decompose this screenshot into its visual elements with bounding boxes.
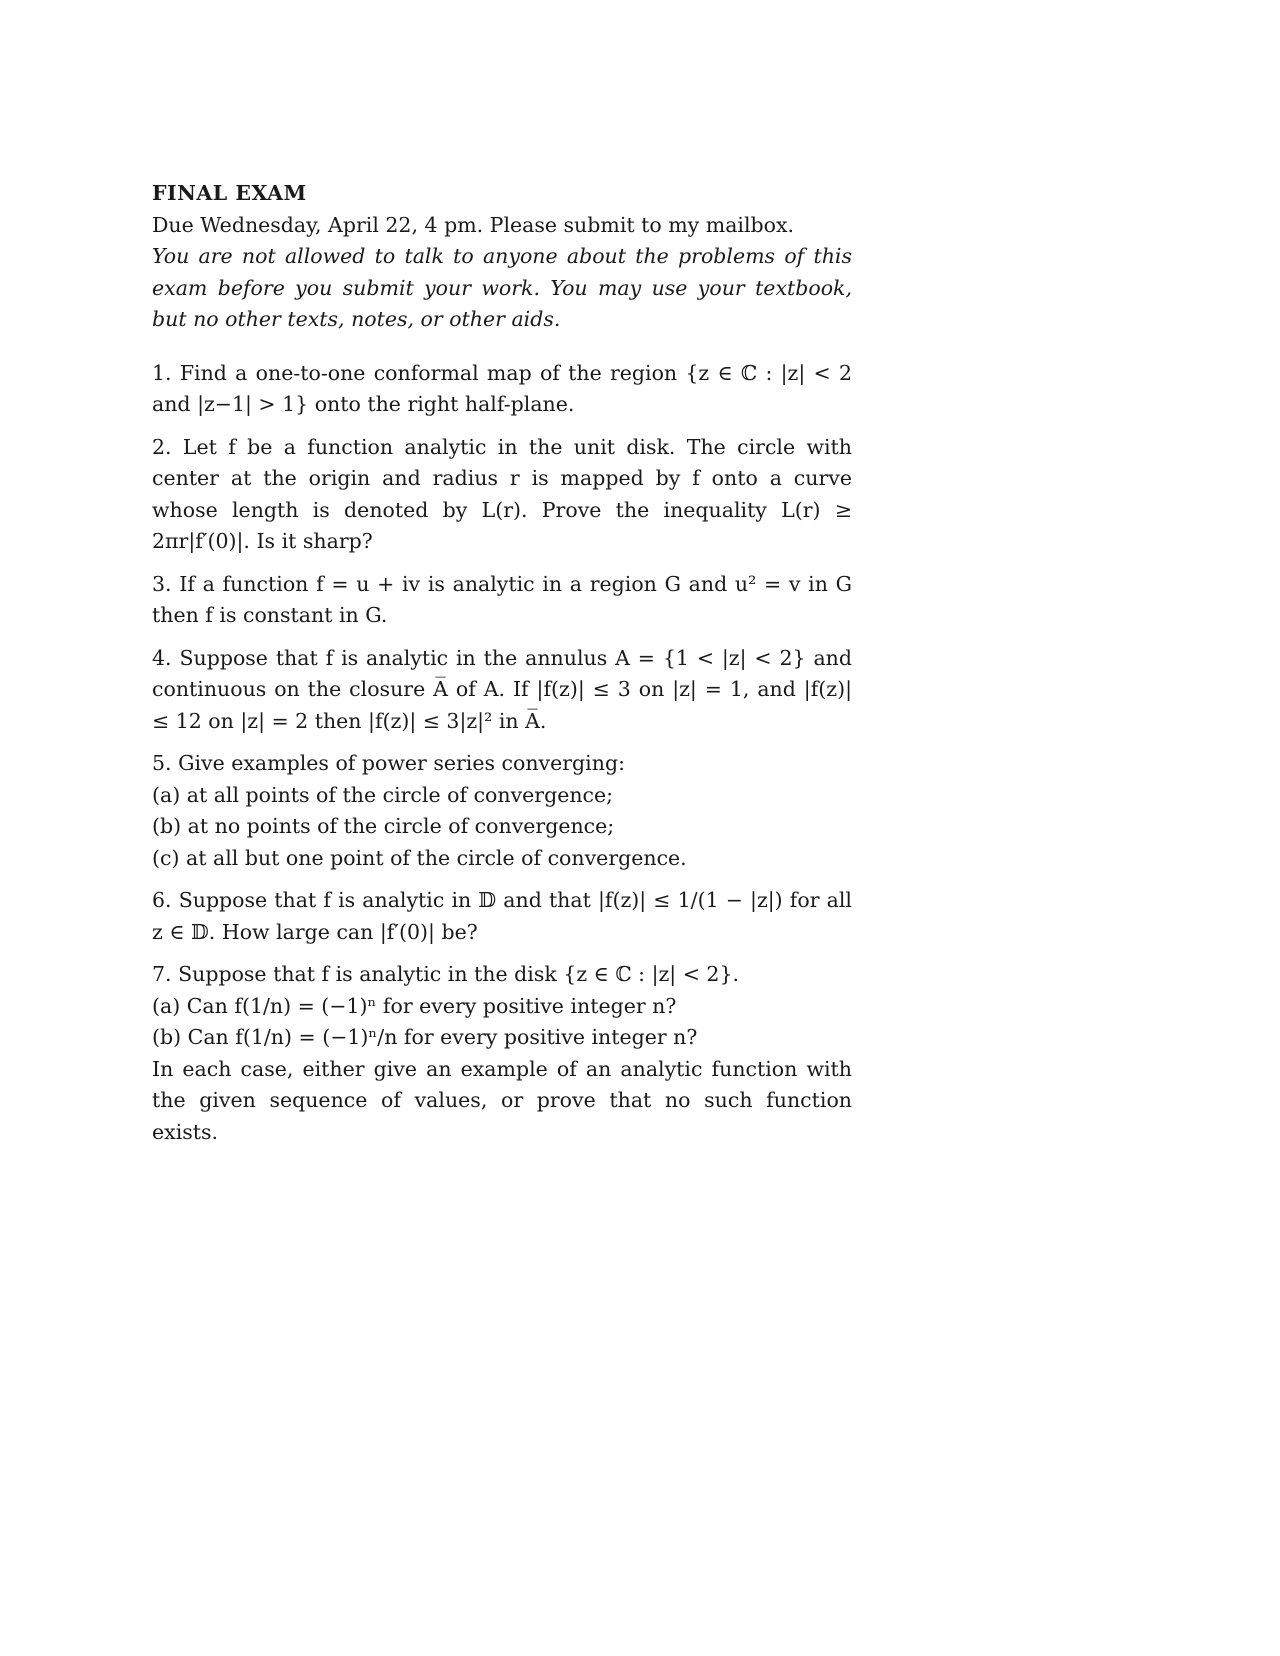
problem-7-intro: 7. Suppose that f is analytic in the disk {z ∈ ℂ : |z| < 2}. (152, 962, 740, 986)
exam-rules-notice: You are not allowed to talk to anyone about the problems of this exam before you submit your work. You may use your textbook, but no other texts, notes, or other aids. (152, 244, 852, 331)
problem-7-part-b: (b) Can f(1/n) = (−1)ⁿ/n for every positive integer n? (152, 1025, 698, 1049)
problem-3: 3. If a function f = u + iv is analytic in a region G and u² = v in G then f is constant in G. (152, 571, 852, 627)
problem-6: 6. Suppose that f is analytic in 𝔻 and that |f(z)| ≤ 1/(1 − |z|) for all z ∈ 𝔻. How large can |f′(0)| be? (152, 888, 852, 944)
problem-4: 4. Suppose that f is analytic in the annulus A = {1 < |z| < 2} and continuous on the closure A̅ of A. If |f(z)| ≤ 3 on |z| = 1, and |f(z)| ≤ 12 on |z| = 2 then |f(z)| ≤ 3|z|² in A̅. (152, 645, 852, 733)
problem-2: 2. Let f be a function analytic in the unit disk. The circle with center at the origin and radius r is mapped by f onto a curve whose length is denoted by L(r). Prove the inequality L(r) ≥ 2πr|f′(0)|. Is it sharp? (152, 434, 852, 553)
problem-5-intro: 5. Give examples of power series converging: (152, 751, 625, 775)
problem-1: 1. Find a one-to-one conformal map of the region {z ∈ ℂ : |z| < 2 and |z−1| > 1} onto the right half-plane. (152, 360, 852, 416)
problem-7-part-a: (a) Can f(1/n) = (−1)ⁿ for every positive integer n? (152, 993, 677, 1018)
problem-7 (152, 959, 852, 1148)
problem-5-part-c: (c) at all but one point of the circle of convergence. (152, 845, 687, 870)
problem-5 (152, 748, 852, 874)
problem-5-part-b: (b) at no points of the circle of convergence; (152, 814, 615, 838)
problem-7-outro: In each case, either give an example of an analytic function with the given sequence of values, or prove that no such function exists. (152, 1056, 852, 1144)
exam-title: FINAL EXAM (152, 181, 307, 205)
exam-document (152, 178, 852, 1148)
problem-5-part-a: (a) at all points of the circle of convergence; (152, 782, 614, 807)
due-date-line: Due Wednesday, April 22, 4 pm. Please submit to my mailbox. (152, 212, 795, 237)
